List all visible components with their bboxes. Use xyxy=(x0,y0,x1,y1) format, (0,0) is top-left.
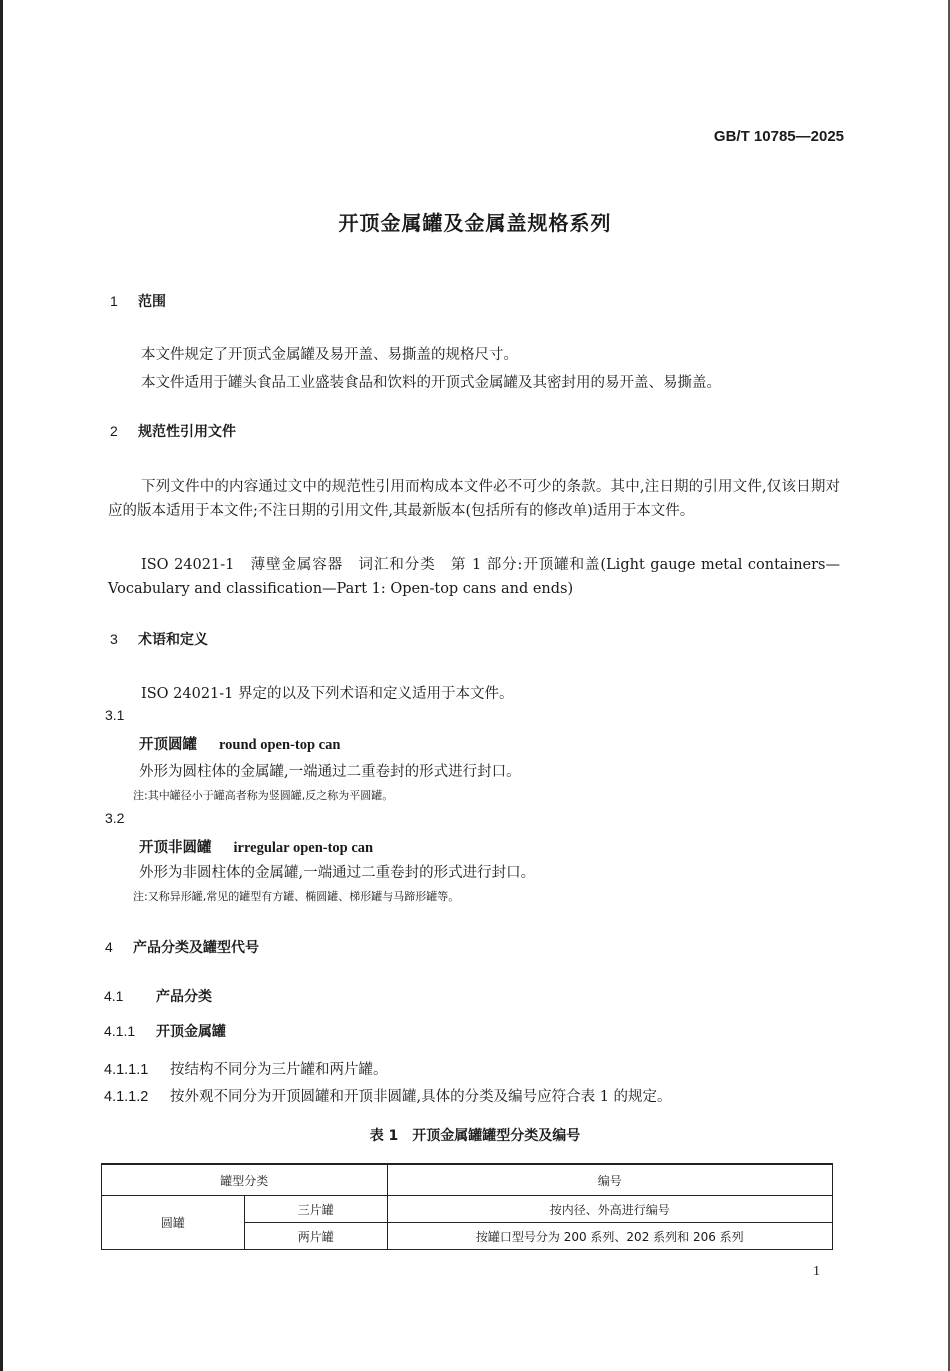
header-cell-code: 编号 xyxy=(387,1164,832,1196)
section-title: 规范性引用文件 xyxy=(138,424,236,440)
clause-number: 4.1.1.2 xyxy=(104,1089,149,1105)
section-number: 4.1.1 xyxy=(104,1023,136,1039)
sub-type-cell: 三片罐 xyxy=(244,1196,387,1223)
clause-4-1-1-2 xyxy=(104,1085,672,1106)
section-4-1-heading xyxy=(104,986,212,1006)
sub-type-cell: 两片罐 xyxy=(244,1223,387,1250)
terms-intro: ISO 24021-1 界定的以及下列术语和定义适用于本文件。 xyxy=(141,686,514,702)
section-4-heading xyxy=(105,937,259,957)
section-number: 4 xyxy=(105,939,113,955)
section-title: 开顶金属罐 xyxy=(156,1024,226,1040)
page-number: 1 xyxy=(813,1264,820,1279)
term-note: 注:又称异形罐,常见的罐型有方罐、椭圆罐、梯形罐与马蹄形罐等。 xyxy=(133,890,460,903)
table-caption: 表 1 开顶金属罐罐型分类及编号 xyxy=(369,1128,581,1144)
term-chinese: 开顶圆罐 xyxy=(139,737,197,753)
section-title: 产品分类及罐型代号 xyxy=(133,940,259,956)
section-number: 4.1 xyxy=(104,988,124,1004)
table-header-row xyxy=(102,1164,833,1196)
term-definition: 外形为圆柱体的金属罐,一端通过二重卷封的形式进行封口。 xyxy=(139,764,521,780)
code-cell: 按内径、外高进行编号 xyxy=(387,1196,832,1223)
term-number: 3.2 xyxy=(105,810,125,826)
group-cell: 圆罐 xyxy=(102,1196,245,1250)
term-round-open-top-can xyxy=(139,733,340,754)
term-irregular-open-top-can xyxy=(139,836,373,857)
section-title: 范围 xyxy=(138,294,166,310)
section-1-heading xyxy=(110,291,166,311)
section-number: 3 xyxy=(110,631,118,647)
header-cell-type: 罐型分类 xyxy=(102,1164,388,1196)
term-chinese: 开顶非圆罐 xyxy=(139,840,212,856)
normative-references-paragraph: 下列文件中的内容通过文中的规范性引用而构成本文件必不可少的条款。其中,注日期的引用文件,仅该日期对应的版本适用于本文件;不注日期的引用文件,其最新版本(包括所有的修改单)适用于本文件。 xyxy=(108,479,840,519)
term-number: 3.1 xyxy=(105,707,125,723)
term-english: irregular open-top can xyxy=(233,840,374,856)
standard-code: GB/T 10785—2025 xyxy=(713,128,844,145)
reference-iso-24021-1: ISO 24021-1 薄壁金属容器 词汇和分类 第 1 部分:开顶罐和盖(Light gauge metal containers—Vocabulary and classification—Part 1: Open-top cans and ends) xyxy=(108,557,840,597)
section-2-heading xyxy=(110,421,236,441)
section-title: 产品分类 xyxy=(156,989,212,1005)
clause-text: 按结构不同分为三片罐和两片罐。 xyxy=(170,1062,388,1078)
term-english: round open-top can xyxy=(219,737,341,753)
section-3-heading xyxy=(110,629,208,649)
can-classification-table xyxy=(101,1163,833,1250)
clause-4-1-1-1 xyxy=(104,1058,388,1079)
section-number: 2 xyxy=(110,423,118,439)
term-definition: 外形为非圆柱体的金属罐,一端通过二重卷封的形式进行封口。 xyxy=(139,865,536,881)
code-cell: 按罐口型号分为 200 系列、202 系列和 206 系列 xyxy=(387,1223,832,1250)
term-note: 注:其中罐径小于罐高者称为竖圆罐,反之称为平圆罐。 xyxy=(133,789,394,802)
table-row xyxy=(102,1196,833,1223)
section-number: 1 xyxy=(110,293,118,309)
clause-number: 4.1.1.1 xyxy=(104,1062,149,1078)
document-title: 开顶金属罐及金属盖规格系列 xyxy=(338,211,612,235)
clause-text: 按外观不同分为开顶圆罐和开顶非圆罐,具体的分类及编号应符合表 1 的规定。 xyxy=(170,1089,672,1105)
section-title: 术语和定义 xyxy=(138,632,208,648)
scan-edge-left xyxy=(0,0,3,1371)
scope-paragraph-1: 本文件规定了开顶式金属罐及易开盖、易撕盖的规格尺寸。 xyxy=(141,347,518,363)
scope-paragraph-2: 本文件适用于罐头食品工业盛装食品和饮料的开顶式金属罐及其密封用的易开盖、易撕盖。 xyxy=(141,375,721,391)
section-4-1-1-heading xyxy=(104,1021,226,1041)
